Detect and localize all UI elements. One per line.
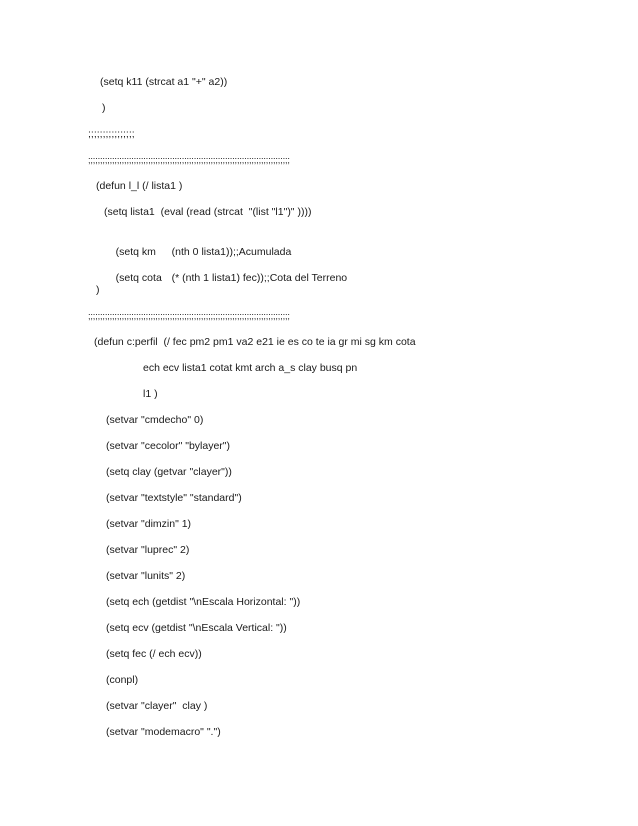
code-line xyxy=(104,257,347,299)
code-line: (setq k11 (strcat a1 "+" a2)) xyxy=(100,76,228,88)
code-line: (setq lista1 (eval (read (strcat "(list "l1")" )))) xyxy=(104,206,312,218)
code-line: (setq clay (getvar "clayer")) xyxy=(106,466,232,478)
code-cell: (setq cota xyxy=(115,272,162,284)
code-line: (setvar "cecolor" "bylayer") xyxy=(106,440,231,452)
code-line: ) xyxy=(102,102,106,114)
code-line: (setvar "clayer" clay ) xyxy=(106,700,208,712)
comment-line: ;;;;;;;;;;;;;;;; xyxy=(88,128,135,140)
code-line: (setq ech (getdist "\nEscala Horizontal: ")) xyxy=(106,596,301,608)
code-line: (setvar "lunits" 2) xyxy=(106,570,186,582)
code-line: (setq fec (/ ech ecv)) xyxy=(106,648,202,660)
comment-line: ;;;;;;;;;;;;;;;;;;;;;;;;;;;;;;;;;;;;;;;;;;;;;;;;;;;;;;;;;;;;;;;;;;;;;;;;;;;;;;;;;;;; xyxy=(88,311,290,321)
code-line: (setvar "textstyle" "standard") xyxy=(106,492,242,504)
code-line: (setvar "luprec" 2) xyxy=(106,544,190,556)
code-line: ech ecv lista1 cotat kmt arch a_s clay busq pn xyxy=(143,362,358,374)
code-line: (setvar "cmdecho" 0) xyxy=(106,414,204,426)
code-line: ) xyxy=(96,284,100,296)
code-line: (conpl) xyxy=(106,674,139,686)
code-cell: (setq km xyxy=(115,246,156,258)
comment-line: ;;;;;;;;;;;;;;;;;;;;;;;;;;;;;;;;;;;;;;;;;;;;;;;;;;;;;;;;;;;;;;;;;;;;;;;;;;;;;;;;;;;; xyxy=(88,155,290,165)
code-cell: (* (nth 1 lista1) fec));;Cota del Terreno xyxy=(171,272,348,284)
code-line: (defun c:perfil (/ fec pm2 pm1 va2 e21 ie es co te ia gr mi sg km cota xyxy=(94,336,416,348)
code-cell: (nth 0 lista1));;Acumulada xyxy=(171,246,292,258)
code-line: l1 ) xyxy=(143,388,158,400)
code-line: (setq ecv (getdist "\nEscala Vertical: ")) xyxy=(106,622,287,634)
code-line: (setvar "dimzin" 1) xyxy=(106,518,192,530)
code-line: (defun l_l (/ lista1 ) xyxy=(96,180,183,192)
code-line: (setvar "modemacro" ".") xyxy=(106,726,221,738)
